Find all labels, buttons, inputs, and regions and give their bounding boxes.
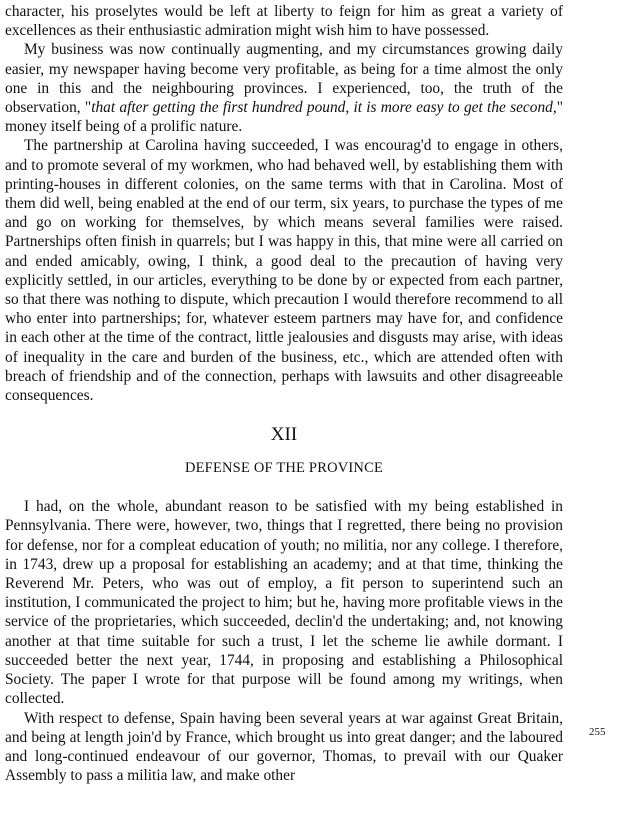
paragraph-defense: With respect to defense, Spain having been several years at war against Great Britain, and being at length join'd by France, which brought us into great danger; and the laboured and long-continued endeavour of our governor, Thomas, to prevail with our Quaker Assembly to pass a militia law, and make other (5, 709, 563, 785)
paragraph-business-text-2: ," money itself being of a prolific nature. (5, 99, 563, 136)
paragraph-business (5, 40, 563, 136)
page-number: 255 (589, 726, 606, 738)
paragraph-pennsylvania: I had, on the whole, abundant reason to be satisfied with my being established in Pennsylvania. There were, however, two, things that I regretted, there being no provision for defense, nor for a compleat education of youth; no militia, nor any college. I therefore, in 1743, drew up a proposal for establishing an academy; and at that time, thinking the Reverend Mr. Peters, who was out of employ, a fit person to superintend such an institution, I communicated the project to him; but he, having more profitable views in the service of the proprietaries, which succeeded, declin'd the undertaking; and, not knowing another at that time suitable for such a trust, I let the scheme lie awhile dormant. I succeeded better the next year, 1744, in proposing and establishing a Philosophical Society. The paper I wrote for that purpose will be found among my writings, when collected. (5, 498, 563, 708)
paragraph-business-text-1: My business was now continually augmenting, and my circumstances growing daily easier, my newspaper having become very profitable, as being for a time almost the only one in this and the neighbouring provinces. I experienced, too, the truth of the observation, " (5, 41, 563, 117)
book-page (5, 2, 563, 785)
paragraph-partnership: The partnership at Carolina having succeeded, I was encourag'd to engage in others, and to promote several of my workmen, who had behaved well, by establishing them with printing-houses in different colonies, on the same terms with that in Carolina. Most of them did well, being enabled at the end of our term, six years, to purchase the types of me and go on working for themselves, by which means several families were raised. Partnerships often finish in quarrels; but I was happy in this, that mine were all carried on and ended amicably, owing, I think, a good deal to the precaution of having very explicitly settled, in our articles, everything to be done by or expected from each partner, so that there was nothing to dispute, which precaution I would therefore recommend to all who enter into partnerships; for, whatever esteem partners may have for, and confidence in each other at the time of the contract, little jealousies and disgusts may arise, with ideas of inequality in the care and burden of the business, etc., which are attended often with breach of friendship and of the connection, perhaps with lawsuits and other disagreeable consequences. (5, 137, 563, 405)
chapter-number: XII (270, 424, 298, 446)
paragraph-continuation: character, his proselytes would be left at liberty to feign for him as great a variety of excellences as their enthusiastic admiration might wish him to have possessed. (5, 3, 563, 40)
chapter-title: DEFENSE OF THE PROVINCE (184, 460, 384, 477)
paragraph-business-quote: that after getting the first hundred pound, it is more easy to get the second (91, 99, 553, 117)
